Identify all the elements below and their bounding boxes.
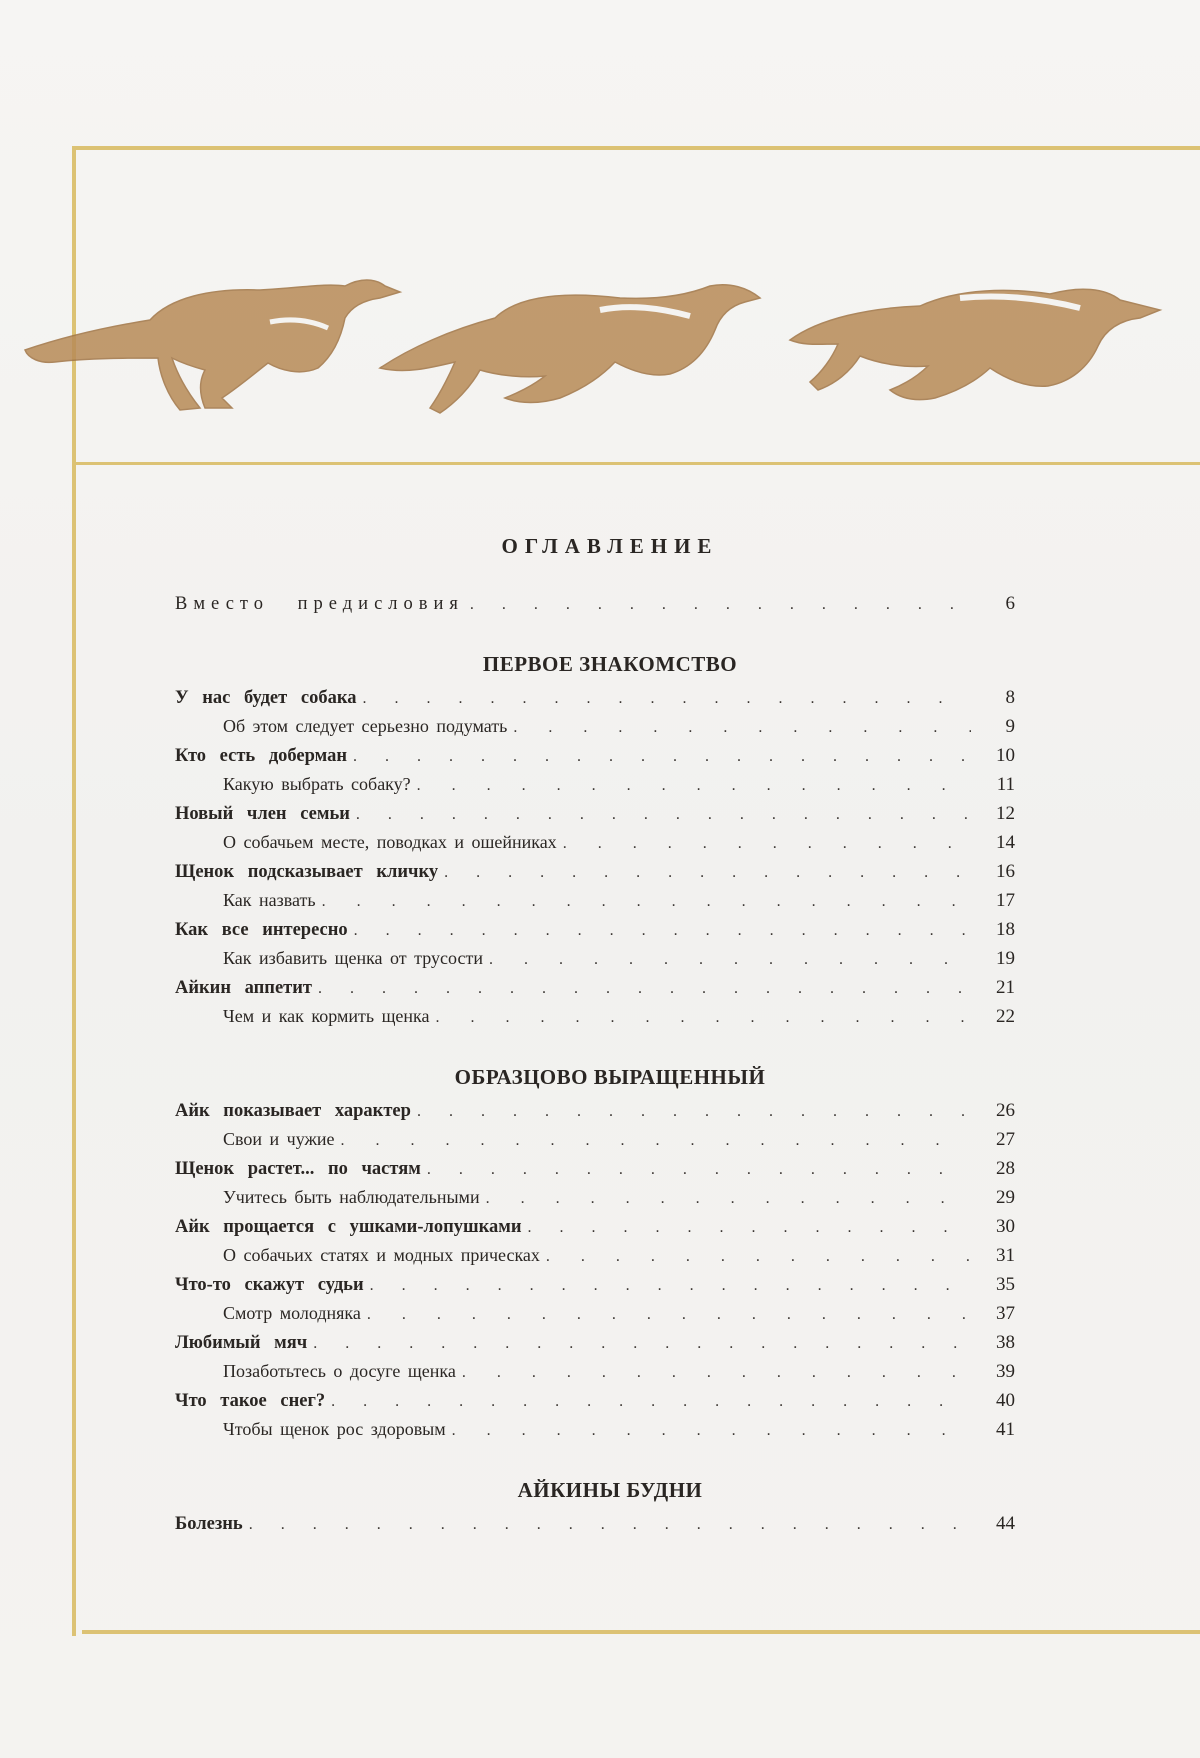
section-title: ОБРАЗЦОВО ВЫРАЩЕННЫЙ: [454, 1065, 766, 1089]
toc-subsection-entry[interactable]: [175, 1187, 1015, 1216]
dot-leader: [322, 893, 971, 911]
entry-label: Как избавить щенка от трусости: [223, 948, 483, 968]
entry-page-number: 35: [996, 1274, 1015, 1295]
entry-page-number: 41: [996, 1419, 1015, 1440]
dot-leader: [452, 1422, 971, 1440]
entry-label: О собачьем месте, поводках и ошейниках: [223, 832, 557, 852]
entry-page-number: 44: [996, 1513, 1015, 1534]
dot-leader: [528, 1219, 971, 1237]
entry-page-number: 17: [996, 890, 1015, 911]
dot-leader: [486, 1190, 971, 1208]
dot-leader: [331, 1393, 971, 1411]
toc-sections: [175, 652, 1015, 1542]
entry-label: Чем и как кормить щенка: [223, 1006, 430, 1026]
entry-page-number: 11: [996, 774, 1015, 795]
dot-leader: [462, 1364, 971, 1382]
entry-label: Болезнь: [175, 1514, 243, 1534]
entry-label: Айк показывает характер: [175, 1101, 411, 1121]
entry-page-number: 31: [996, 1245, 1015, 1266]
entry-page-number: 21: [996, 977, 1015, 998]
toc-subsection-entry[interactable]: [175, 1361, 1015, 1390]
toc-subsection-entry[interactable]: [175, 948, 1015, 977]
dot-leader: [513, 719, 971, 737]
entry-label: Смотр молодняка: [223, 1303, 361, 1323]
entry-page-number: 6: [1005, 593, 1015, 614]
entry-page-number: 27: [996, 1129, 1015, 1150]
toc-subsection-entry[interactable]: [175, 890, 1015, 919]
entry-page-number: 8: [1005, 687, 1015, 708]
dot-leader: [489, 951, 971, 969]
section-title: АЙКИНЫ БУДНИ: [517, 1478, 703, 1502]
entry-label: Вместо предисловия: [175, 594, 464, 614]
table-of-contents: [175, 522, 1015, 1542]
toc-chapter-entry[interactable]: [175, 919, 1015, 948]
dot-leader: [356, 806, 971, 824]
dot-leader: [546, 1248, 971, 1266]
dot-leader: [563, 835, 971, 853]
frame-top-line: [72, 146, 1200, 150]
toc-chapter-entry[interactable]: [175, 1332, 1015, 1361]
entry-page-number: 39: [996, 1361, 1015, 1382]
entry-label: Айк прощается с ушками-лопушками: [175, 1217, 522, 1237]
dog-2-illustration: [380, 285, 760, 413]
toc-chapter-entry[interactable]: [175, 1513, 1015, 1542]
entry-label: Новый член семьи: [175, 804, 350, 824]
dot-leader: [436, 1009, 971, 1027]
toc-chapter-entry[interactable]: [175, 977, 1015, 1006]
entry-page-number: 26: [996, 1100, 1015, 1121]
dot-leader: [353, 748, 971, 766]
entry-label: Чтобы щенок рос здоровым: [223, 1419, 446, 1439]
entry-page-number: 18: [996, 919, 1015, 940]
entry-label: У нас будет собака: [175, 688, 357, 708]
toc-subsection-entry[interactable]: [175, 1419, 1015, 1448]
dot-leader: [318, 980, 971, 998]
section-title: ПЕРВОЕ ЗНАКОМСТВО: [482, 652, 738, 676]
entry-page-number: 19: [996, 948, 1015, 969]
toc-chapter-entry[interactable]: [175, 687, 1015, 716]
entry-page-number: 30: [996, 1216, 1015, 1237]
dot-leader: [417, 777, 971, 795]
toc-title: ОГЛАВЛЕНИЕ: [501, 534, 719, 558]
dot-leader: [427, 1161, 971, 1179]
frame-bottom-line: [82, 1630, 1200, 1634]
entry-label: Щенок растет... по частям: [175, 1159, 421, 1179]
dot-leader: [354, 922, 971, 940]
entry-page-number: 12: [996, 803, 1015, 824]
entry-page-number: 38: [996, 1332, 1015, 1353]
entry-label: Учитесь быть наблюдательными: [223, 1187, 480, 1207]
dog-1-illustration: [25, 280, 400, 410]
entry-page-number: 14: [996, 832, 1015, 853]
entry-page-number: 28: [996, 1158, 1015, 1179]
dot-leader: [444, 864, 971, 882]
running-dogs-illustration: [0, 258, 1200, 438]
dot-leader: [362, 690, 971, 708]
entry-page-number: 9: [1005, 716, 1015, 737]
entry-label: Щенок подсказывает кличку: [175, 862, 439, 882]
dot-leader: [470, 596, 971, 614]
toc-chapter-entry[interactable]: [175, 1100, 1015, 1129]
toc-subsection-entry[interactable]: [175, 716, 1015, 745]
dot-leader: [313, 1335, 971, 1353]
dot-leader: [341, 1132, 971, 1150]
entry-label: Свои и чужие: [223, 1129, 335, 1149]
entry-label: Айкин аппетит: [175, 978, 312, 998]
entry-label: Об этом следует серьезно подумать: [223, 716, 508, 736]
entry-label: Что-то скажут судьи: [175, 1275, 364, 1295]
toc-subsection-entry[interactable]: [175, 1245, 1015, 1274]
toc-subsection-entry[interactable]: [175, 774, 1015, 803]
toc-subsection-entry[interactable]: [175, 1006, 1015, 1035]
entry-page-number: 10: [996, 745, 1015, 766]
entry-page-number: 22: [996, 1006, 1015, 1027]
toc-chapter-entry[interactable]: [175, 1158, 1015, 1187]
dot-leader: [249, 1516, 971, 1534]
entry-label: Позаботьтесь о досуге щенка: [223, 1361, 456, 1381]
entry-label: Любимый мяч: [175, 1333, 308, 1353]
entry-label: О собачьих статях и модных прическах: [223, 1245, 540, 1265]
entry-page-number: 37: [996, 1303, 1015, 1324]
entry-page-number: 29: [996, 1187, 1015, 1208]
dot-leader: [370, 1277, 971, 1295]
entry-label: Как все интересно: [175, 920, 348, 940]
toc-chapter-entry[interactable]: [175, 1216, 1015, 1245]
toc-chapter-entry[interactable]: [175, 861, 1015, 890]
toc-intro-entry[interactable]: [175, 593, 1015, 622]
entry-label: Какую выбрать собаку?: [223, 774, 411, 794]
entry-label: Как назвать: [223, 890, 316, 910]
toc-chapter-entry[interactable]: [175, 1390, 1015, 1419]
entry-label: Что такое снег?: [175, 1391, 326, 1411]
dot-leader: [367, 1306, 971, 1324]
frame-band-line: [72, 462, 1200, 465]
entry-page-number: 40: [996, 1390, 1015, 1411]
toc-subsection-entry[interactable]: [175, 832, 1015, 861]
entry-page-number: 16: [996, 861, 1015, 882]
toc-subsection-entry[interactable]: [175, 1129, 1015, 1158]
toc-subsection-entry[interactable]: [175, 1303, 1015, 1332]
toc-chapter-entry[interactable]: [175, 803, 1015, 832]
entry-label: Кто есть доберман: [175, 746, 348, 766]
toc-chapter-entry[interactable]: [175, 1274, 1015, 1303]
toc-chapter-entry[interactable]: [175, 745, 1015, 774]
dog-3-illustration: [790, 289, 1160, 399]
dot-leader: [417, 1103, 971, 1121]
